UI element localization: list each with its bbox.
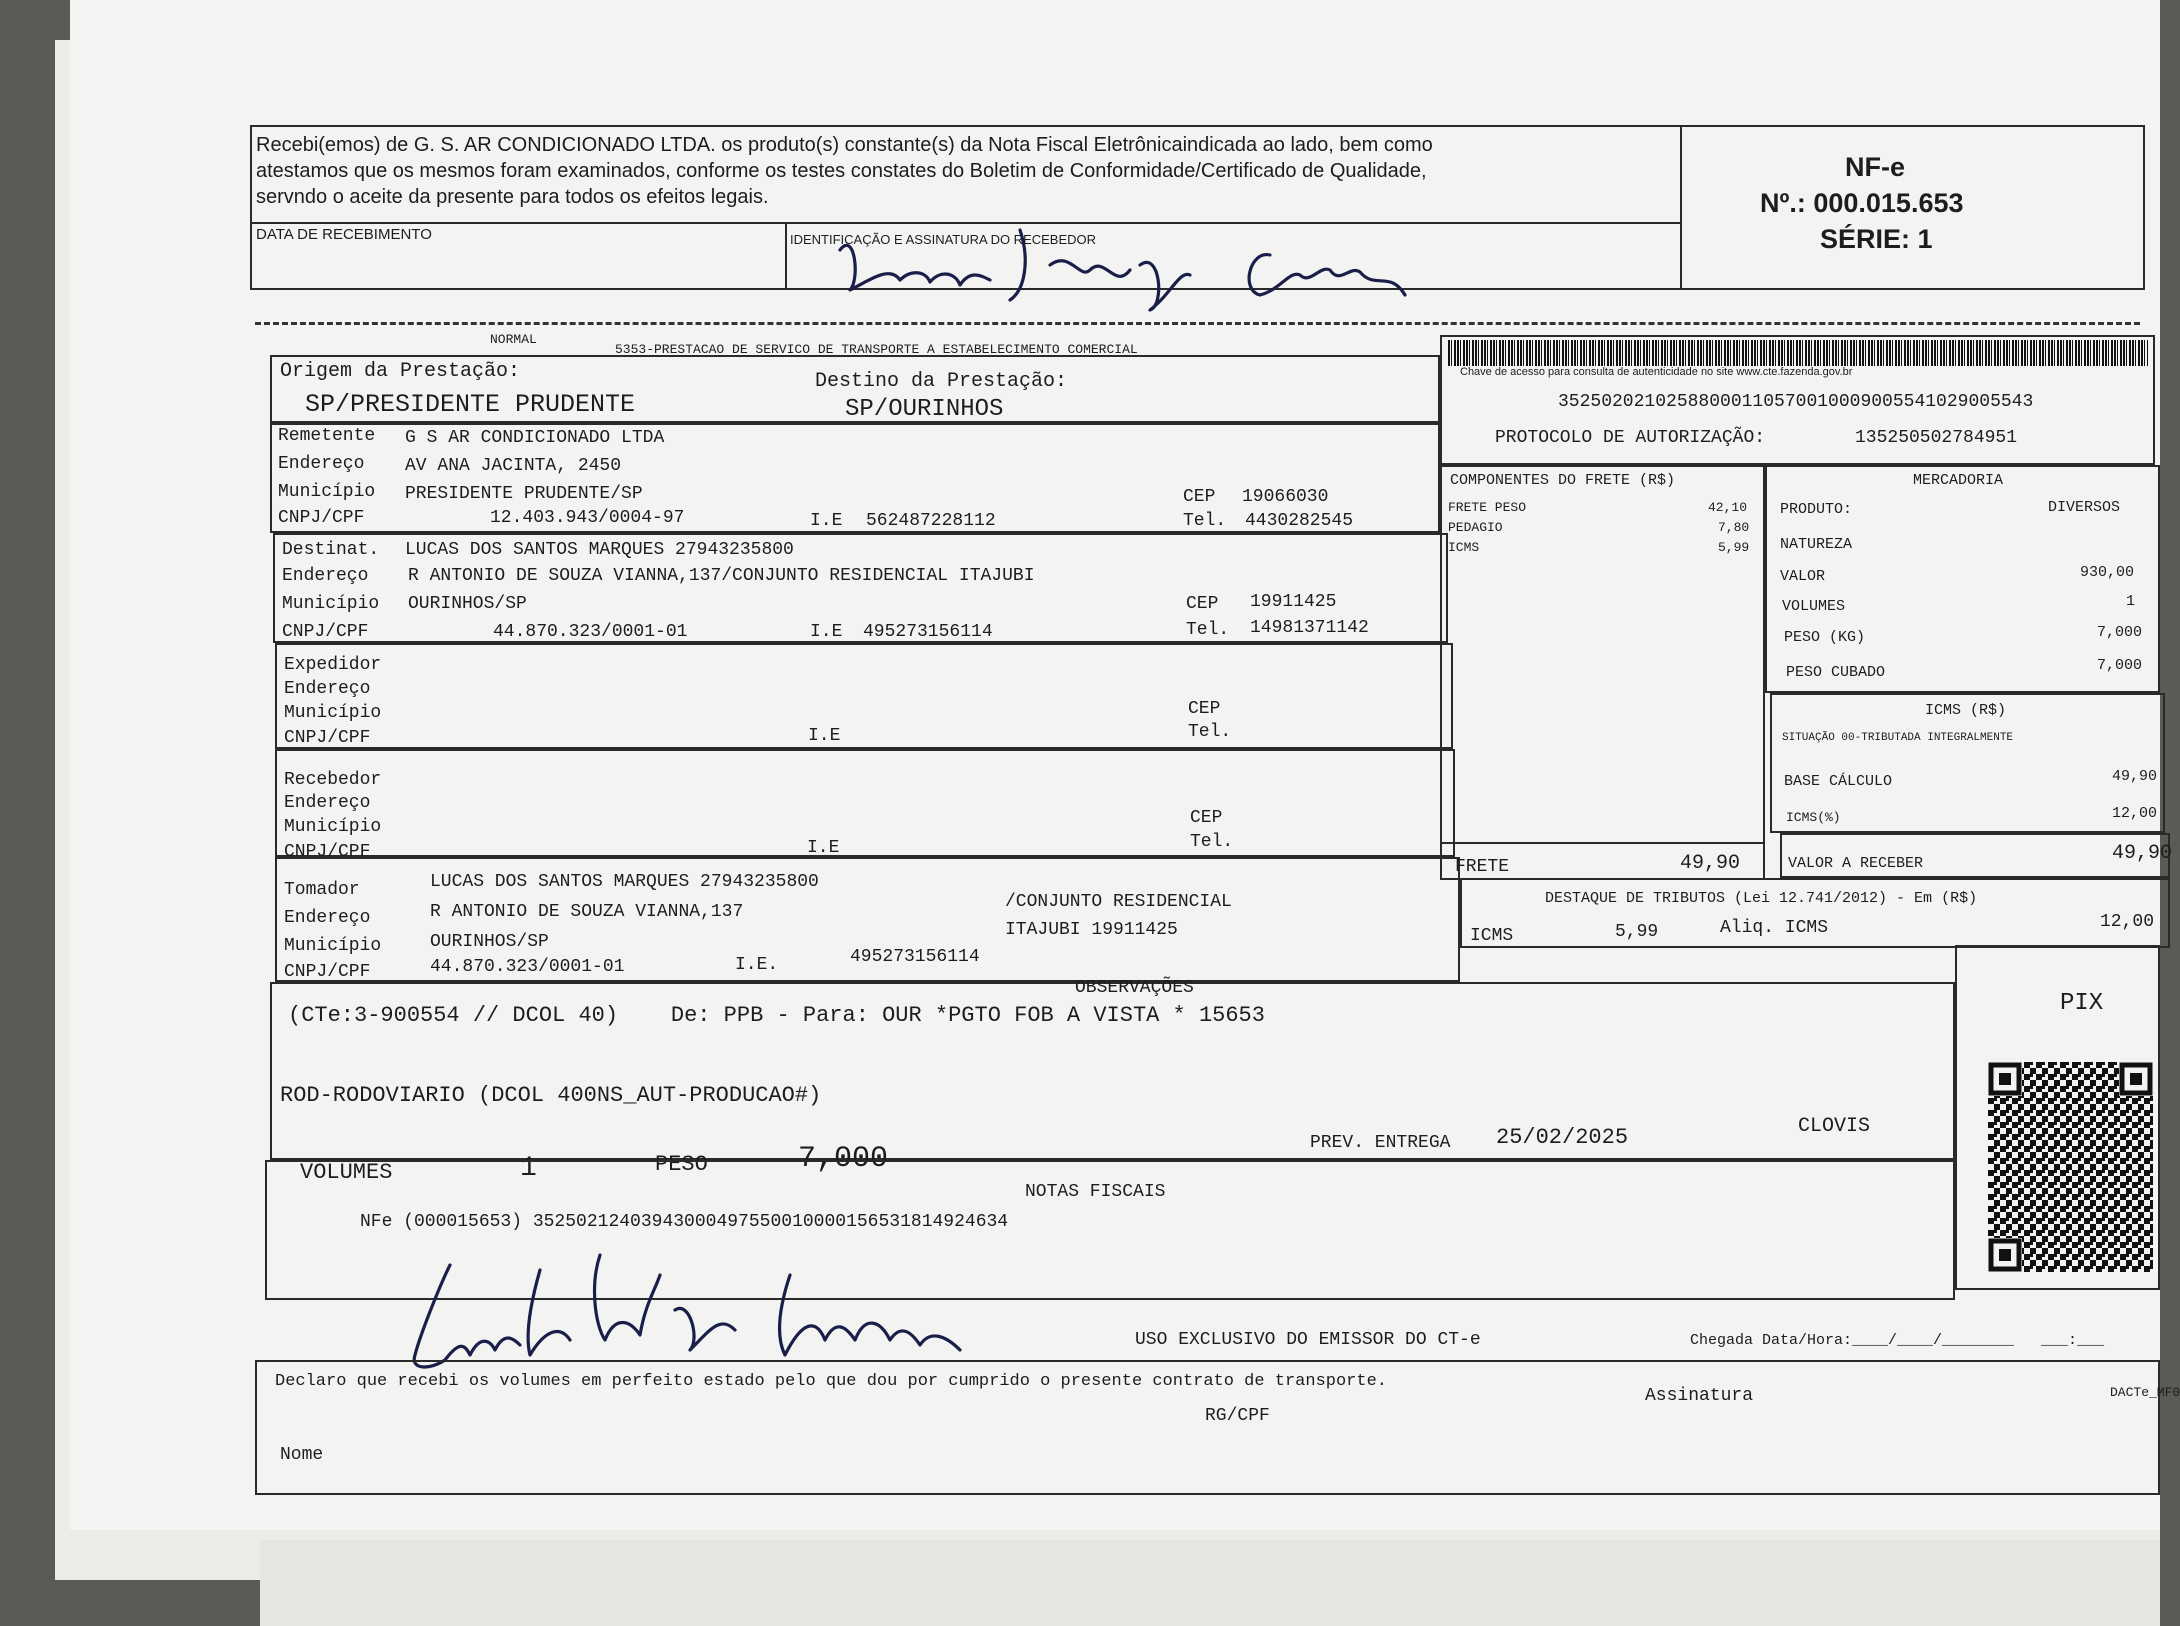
- volumes-label: VOLUMES: [300, 1160, 393, 1185]
- shipper-cnpj-label: CNPJ/CPF: [284, 728, 371, 748]
- cte-document: [70, 0, 2180, 1530]
- sender-ie: 562487228112: [866, 511, 996, 531]
- origin-label: Origem da Prestação:: [280, 360, 521, 383]
- taker-address-label: Endereço: [284, 908, 371, 928]
- merchandise-value: 7,000: [2097, 657, 2143, 674]
- doc-label: RG/CPF: [1205, 1406, 1270, 1426]
- sender-address-label: Endereço: [278, 454, 365, 474]
- delivery-label: PREV. ENTREGA: [1310, 1133, 1451, 1153]
- icms-base-value: 49,90: [2112, 768, 2158, 785]
- shipper-label: Expedidor: [284, 655, 382, 675]
- merchandise-label: PESO (KG): [1784, 629, 1866, 646]
- taker-city-label: Município: [284, 936, 382, 956]
- receiver-city-label: Município: [284, 817, 382, 837]
- shipper-box: [275, 643, 1453, 749]
- receipt-text-line2: atestamos que os mesmos foram examinados, conforme os testes constates do Boletim de Conformidade/Certificado de Qualidade,: [256, 160, 1427, 182]
- icms-rate-label: ICMS(%): [1786, 810, 1841, 825]
- signature-label: Assinatura: [1645, 1386, 1754, 1406]
- sender-cep: 19066030: [1242, 487, 1329, 507]
- taker-name: LUCAS DOS SANTOS MARQUES 27943235800: [430, 872, 819, 892]
- shipper-cep-label: CEP: [1188, 699, 1221, 719]
- merchandise-value: 7,000: [2097, 624, 2143, 641]
- nfe-series: SÉRIE: 1: [1820, 224, 1933, 254]
- sender-ie-label: I.E: [810, 511, 843, 531]
- shipper-tel-label: Tel.: [1188, 722, 1232, 742]
- access-key-caption: Chave de acesso para consulta de autenticidade no site www.cte.fazenda.gov.br: [1460, 366, 1853, 378]
- recipient-ie: 495273156114: [863, 622, 993, 642]
- receipt-date-label: DATA DE RECEBIMENTO: [256, 226, 432, 243]
- arrival-field: Chegada Data/Hora:____/____/________ ___:___: [1690, 1332, 2105, 1349]
- origin-value: SP/PRESIDENTE PRUDENTE: [305, 390, 636, 419]
- taxes-aliq-label: Aliq. ICMS: [1720, 918, 1829, 938]
- freight-total-value: 49,90: [1680, 852, 1741, 875]
- protocol-value: 135250502784951: [1855, 428, 2018, 448]
- form-code: DACTe_MF0: [2110, 1385, 2180, 1400]
- header-cut-text-2: 5353-PRESTACAO DE SERVICO DE TRANSPORTE A ESTABELECIMENTO COMERCIAL: [615, 342, 1138, 357]
- merchandise-label: PRODUTO:: [1780, 501, 1853, 518]
- recipient-cnpj: 44.870.323/0001-01: [493, 622, 688, 642]
- pix-label: PIX: [2060, 990, 2104, 1017]
- recipient-address: R ANTONIO DE SOUZA VIANNA,137/CONJUNTO RESIDENCIAL ITAJUBI: [408, 566, 1035, 586]
- receivable-value: 49,90: [2112, 842, 2173, 865]
- merchandise-value: 1: [2126, 593, 2136, 610]
- taker-address-cont: /CONJUNTO RESIDENCIAL: [1005, 892, 1232, 912]
- sender-city: PRESIDENTE PRUDENTE/SP: [405, 484, 643, 504]
- sender-name: G S AR CONDICIONADO LTDA: [405, 428, 665, 448]
- freight-item-value: 7,80: [1718, 520, 1750, 535]
- receiver-label: Recebedor: [284, 770, 382, 790]
- sender-cep-label: CEP: [1183, 487, 1216, 507]
- sender-address: AV ANA JACINTA, 2450: [405, 456, 622, 476]
- icms-title: ICMS (R$): [1925, 702, 2007, 719]
- observations-line1: (CTe:3-900554 // DCOL 40) De: PPB - Para: OUR *PGTO FOB A VISTA * 15653: [288, 1003, 1265, 1028]
- freight-item-name: ICMS: [1448, 540, 1480, 555]
- receiver-cep-label: CEP: [1190, 808, 1223, 828]
- icms-rate-value: 12,00: [2112, 805, 2158, 822]
- barcode: [1448, 340, 2148, 366]
- weight-label: PESO: [655, 1152, 708, 1177]
- receiver-signature: [830, 210, 1510, 320]
- taker-address: R ANTONIO DE SOUZA VIANNA,137: [430, 902, 744, 922]
- sender-city-label: Município: [278, 482, 376, 502]
- icms-situation: SITUAÇÃO 00-TRIBUTADA INTEGRALMENTE: [1782, 732, 2014, 744]
- receipt-text-line1: Recebi(emos) de G. S. AR CONDICIONADO LTDA. os produto(s) constante(s) da Nota Fiscal Eletrônicaindicada ao lado, bem como: [256, 134, 1433, 156]
- recipient-name: LUCAS DOS SANTOS MARQUES 27943235800: [405, 540, 794, 560]
- sender-tel: 4430282545: [1245, 511, 1354, 531]
- recipient-label: Destinat.: [282, 540, 380, 560]
- volumes-value: 1: [520, 1153, 537, 1184]
- sender-cnpj-label: CNPJ/CPF: [278, 508, 365, 528]
- emitter-only-label: USO EXCLUSIVO DO EMISSOR DO CT-e: [1135, 1330, 1481, 1350]
- paper-sheet-bottom: [260, 1540, 2160, 1626]
- receivable-label: VALOR A RECEBER: [1788, 855, 1924, 872]
- invoices-title: NOTAS FISCAIS: [1025, 1182, 1166, 1202]
- nfe-title: NF-e: [1845, 152, 1905, 182]
- observations-title: OBSERVAÇÕES: [1075, 978, 1194, 998]
- header-cut-text-1: NORMAL: [490, 332, 537, 347]
- recipient-tel-label: Tel.: [1186, 620, 1230, 640]
- taker-ie: 495273156114: [850, 947, 980, 967]
- invoices-line: NFe (000015653) 35250212403943000497550010000156531814924634: [360, 1212, 1009, 1232]
- taxes-icms-value: 5,99: [1615, 922, 1659, 942]
- merchandise-label: NATUREZA: [1780, 536, 1853, 553]
- receiver-address-label: Endereço: [284, 793, 371, 813]
- sender-cnpj: 12.403.943/0004-97: [490, 508, 685, 528]
- recipient-cnpj-label: CNPJ/CPF: [282, 622, 369, 642]
- freight-total-label: FRETE: [1455, 857, 1510, 877]
- recipient-city: OURINHOS/SP: [408, 594, 527, 614]
- freight-components-title: COMPONENTES DO FRETE (R$): [1450, 472, 1676, 489]
- destination-label: Destino da Prestação:: [815, 370, 1068, 393]
- recipient-tel: 14981371142: [1250, 618, 1369, 638]
- taker-cnpj: 44.870.323/0001-01: [430, 957, 625, 977]
- merchandise-value: 930,00: [2080, 564, 2135, 581]
- merchandise-title: MERCADORIA: [1913, 472, 2004, 489]
- cut-line: [255, 322, 2140, 325]
- merchandise-label: PESO CUBADO: [1786, 664, 1886, 681]
- recipient-ie-label: I.E: [810, 622, 843, 642]
- taker-district: ITAJUBI 19911425: [1005, 920, 1178, 940]
- merchandise-label: VALOR: [1780, 568, 1826, 585]
- freight-item-name: FRETE PESO: [1448, 500, 1527, 515]
- taxes-title: DESTAQUE DE TRIBUTOS (Lei 12.741/2012) - Em (R$): [1545, 890, 1978, 907]
- shipper-address-label: Endereço: [284, 679, 371, 699]
- protocol-label: PROTOCOLO DE AUTORIZAÇÃO:: [1495, 428, 1766, 448]
- delivery-date: 25/02/2025: [1496, 1125, 1629, 1150]
- shipper-ie-label: I.E: [808, 726, 841, 746]
- receiver-box: [275, 749, 1455, 857]
- recipient-cep-label: CEP: [1186, 594, 1219, 614]
- receiver-tel-label: Tel.: [1190, 832, 1234, 852]
- recipient-address-label: Endereço: [282, 566, 369, 586]
- access-key-value: 35250202102588000110570010009005541029005543: [1558, 392, 2034, 412]
- freight-item-value: 42,10: [1708, 500, 1748, 515]
- receiver-cnpj-label: CNPJ/CPF: [284, 842, 371, 862]
- observations-line2: ROD-RODOVIARIO (DCOL 400NS_AUT-PRODUCAO#): [280, 1083, 822, 1108]
- recipient-cep: 19911425: [1250, 592, 1337, 612]
- receipt-text-line3: servndo o aceite da presente para todos os efeitos legais.: [256, 186, 769, 208]
- sender-label: Remetente: [278, 426, 376, 446]
- taxes-icms-label: ICMS: [1470, 926, 1514, 946]
- destination-value: SP/OURINHOS: [845, 396, 1004, 423]
- taxes-aliq-value: 12,00: [2100, 912, 2155, 932]
- merchandise-label: VOLUMES: [1782, 598, 1846, 615]
- shipper-city-label: Município: [284, 703, 382, 723]
- receipt-id-label: IDENTIFICAÇÃO E ASSINATURA DO RECEBEDOR: [790, 232, 1097, 247]
- icms-base-label: BASE CÁLCULO: [1784, 773, 1893, 790]
- sender-tel-label: Tel.: [1183, 511, 1227, 531]
- taker-label: Tomador: [284, 880, 360, 900]
- freight-item-value: 5,99: [1718, 540, 1750, 555]
- pix-qr-code-icon: [1988, 1062, 2153, 1272]
- taker-cnpj-label: CNPJ/CPF: [284, 962, 371, 982]
- taker-city: OURINHOS/SP: [430, 932, 549, 952]
- name-label: Nome: [280, 1445, 324, 1465]
- receiver-ie-label: I.E: [807, 838, 840, 858]
- taker-ie-label: I.E.: [735, 955, 779, 975]
- recipient-city-label: Município: [282, 594, 380, 614]
- nfe-number: Nº.: 000.015.653: [1760, 188, 1964, 218]
- declaration-text: Declaro que recebi os volumes em perfeito estado pelo que dou por cumprido o presente contrato de transporte.: [275, 1372, 1387, 1391]
- weight-value: 7,000: [798, 1142, 889, 1176]
- freight-item-name: PEDAGIO: [1448, 520, 1503, 535]
- seller-name: CLOVIS: [1798, 1115, 1871, 1138]
- merchandise-value: DIVERSOS: [2048, 499, 2121, 516]
